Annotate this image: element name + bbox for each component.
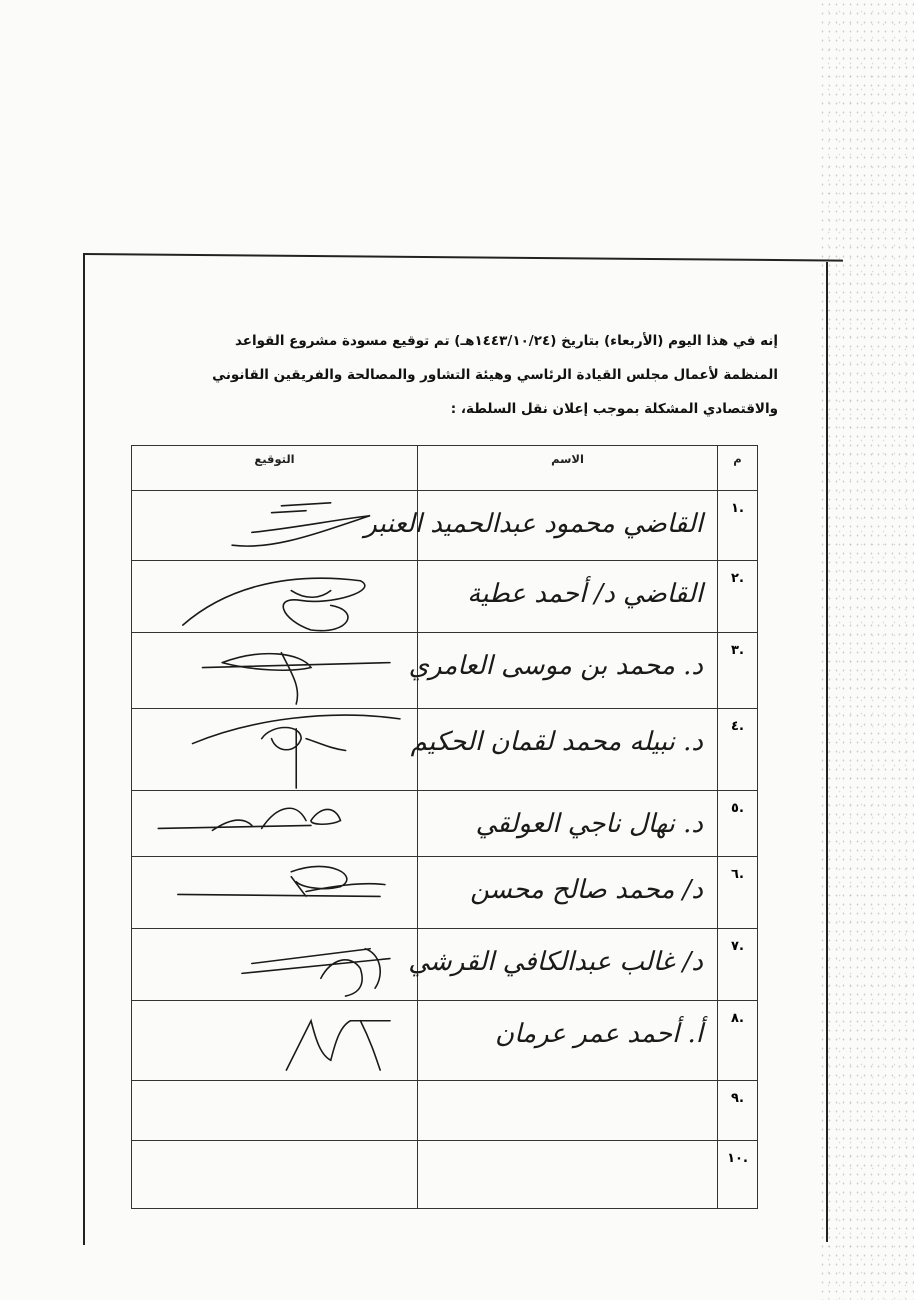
scan-noise: [819, 0, 914, 1300]
frame-left-border: [83, 253, 85, 1245]
table-row: [132, 709, 758, 791]
row-name: القاضي محمود عبدالحميد العنبر: [364, 509, 703, 539]
table-row: [132, 491, 758, 561]
signature-cell-empty: [132, 1141, 418, 1209]
frame-right-border: [826, 262, 828, 1242]
row-number: .١٠: [718, 1141, 758, 1209]
row-number: .٨: [718, 1001, 758, 1081]
header-name: الاسم: [418, 446, 718, 491]
intro-paragraph: [178, 324, 778, 426]
row-number: .٧: [718, 929, 758, 1001]
signature-cell-empty: [132, 1081, 418, 1141]
table-row: [132, 929, 758, 1001]
table-row: [132, 791, 758, 857]
signature-image: [132, 709, 418, 791]
row-name: د/ محمد صالح محسن: [470, 875, 703, 905]
table-row: [132, 561, 758, 633]
signature-image: [132, 491, 418, 561]
row-number: .٣: [718, 633, 758, 709]
intro-line-3: والاقتصادي المشكلة بموجب إعلان نقل السلطة، :: [450, 401, 778, 417]
row-number: .٩: [718, 1081, 758, 1141]
table-header-row: [132, 446, 758, 491]
header-number: م: [718, 446, 758, 491]
row-name: د. نهال ناجي العولقي: [475, 809, 703, 839]
signature-image: [132, 857, 418, 929]
table-row: [132, 633, 758, 709]
row-number: .١: [718, 491, 758, 561]
row-name: أ. أحمد عمر عرمان: [495, 1019, 703, 1049]
row-name: د/ غالب عبدالكافي القرشي: [408, 947, 703, 977]
row-number: .٥: [718, 791, 758, 857]
table-row: [132, 1081, 758, 1141]
signature-image: [132, 561, 418, 633]
signature-image: [132, 633, 418, 709]
header-signature: التوقيع: [132, 446, 418, 491]
row-number: .٤: [718, 709, 758, 791]
signature-image: [132, 791, 418, 857]
row-number: .٦: [718, 857, 758, 929]
row-name: د. نبيله محمد لقمان الحكيم: [410, 727, 703, 757]
row-name: [418, 1081, 717, 1099]
table-row: [132, 1141, 758, 1209]
signature-image: [132, 929, 418, 1001]
signature-image: [132, 1001, 418, 1081]
row-name: د. محمد بن موسى العامري: [408, 651, 703, 681]
table-row: [132, 1001, 758, 1081]
intro-line-1: إنه في هذا اليوم (الأربعاء) بتاريخ (١٤٤٣/١٠/٢٤هـ) تم توقيع مسودة مشروع القواعد: [234, 333, 778, 349]
frame-top-border: [83, 253, 843, 262]
row-name: [418, 1141, 717, 1159]
row-number: .٢: [718, 561, 758, 633]
intro-line-2: المنظمة لأعمال مجلس القيادة الرئاسي وهيئة التشاور والمصالحة والفريقين القانوني: [212, 367, 778, 383]
row-name: القاضي د/ أحمد عطية: [467, 579, 703, 609]
table-row: [132, 857, 758, 929]
signature-table: [131, 445, 758, 1209]
